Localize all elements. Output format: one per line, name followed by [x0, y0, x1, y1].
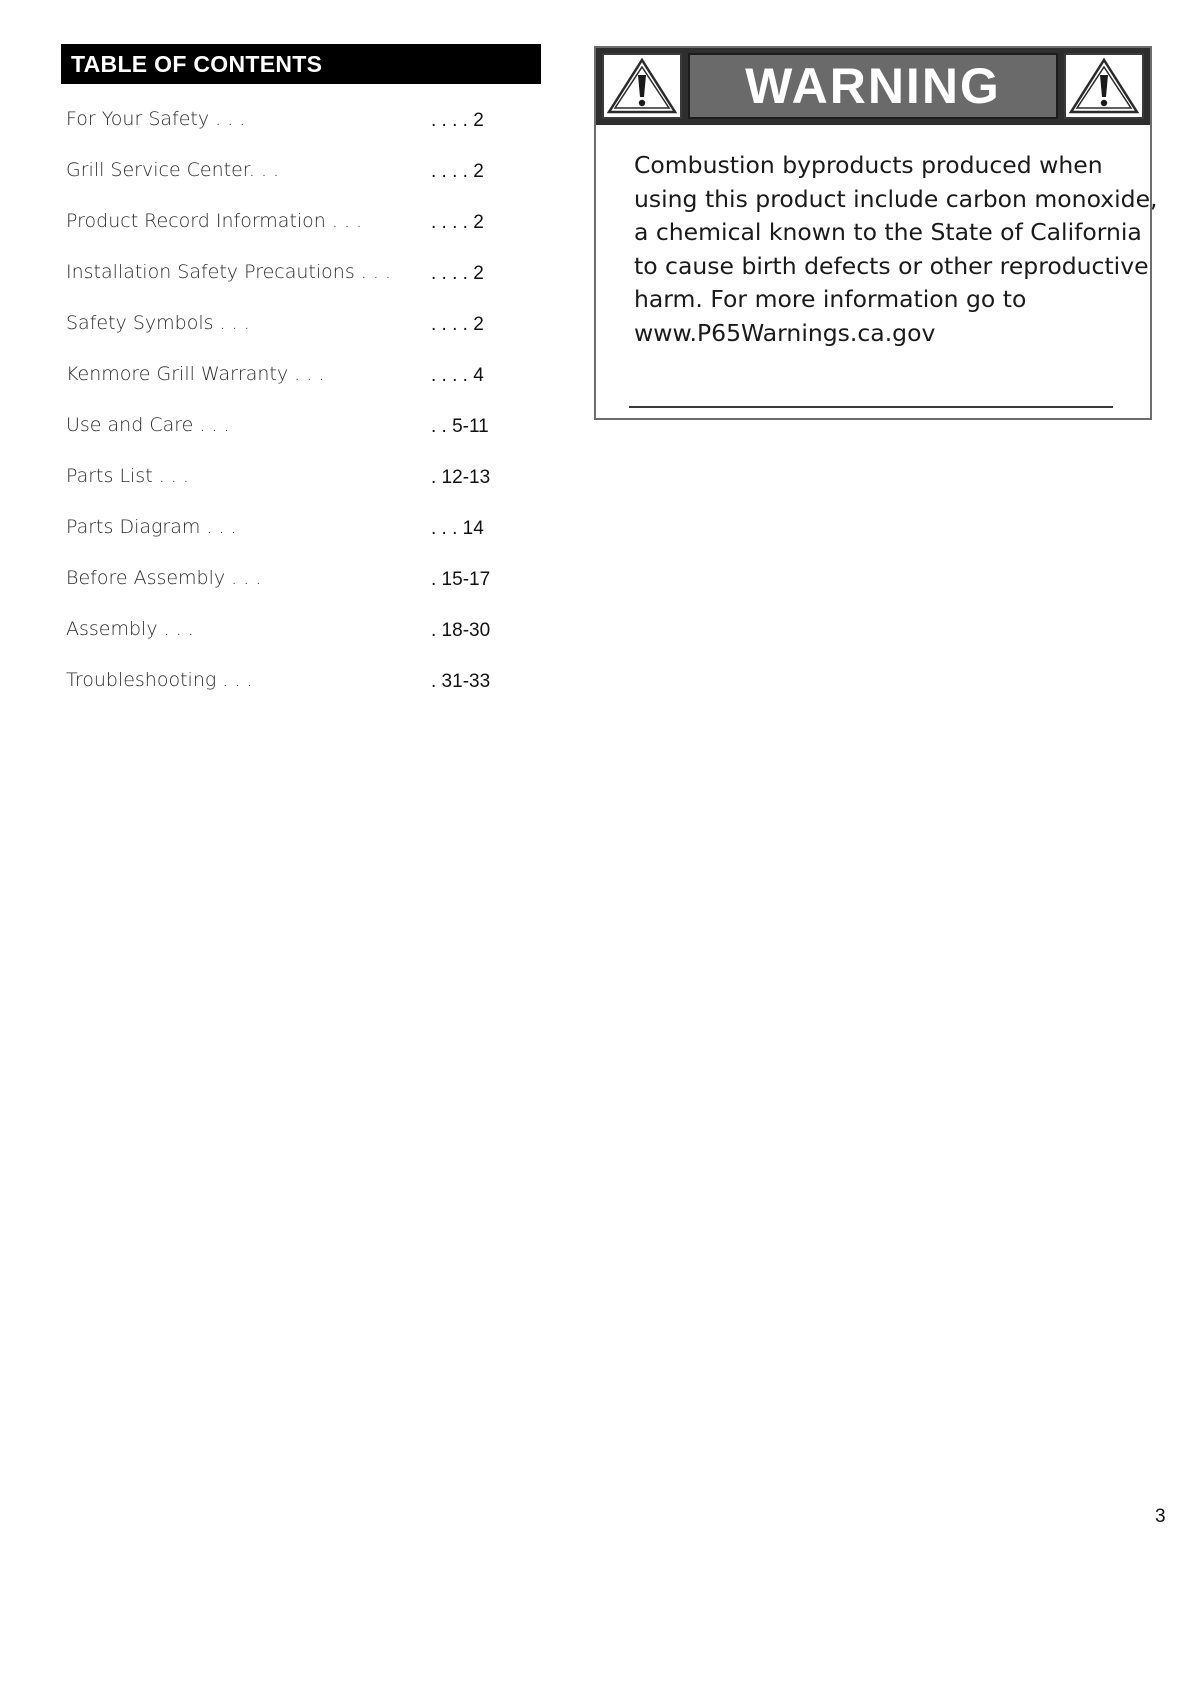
toc-entry-page: . . . . 4 — [431, 365, 484, 386]
toc-header-title: TABLE OF CONTENTS — [71, 50, 323, 77]
toc-entry — [66, 614, 506, 665]
toc-entry-page: . . . . 2 — [431, 110, 484, 131]
toc-entry — [66, 257, 506, 308]
warning-box — [594, 46, 1158, 420]
warning-triangle-icon — [1064, 53, 1144, 119]
toc-entry-page: . 18-30 — [431, 620, 491, 641]
toc-entry — [66, 512, 506, 563]
toc-entry-title: Parts Diagram . . . — [66, 516, 237, 538]
toc-entry — [66, 104, 506, 155]
toc-entry-title: Installation Safety Precautions . . . — [66, 261, 391, 283]
warning-text-line: Combustion byproducts produced when — [634, 151, 1103, 179]
toc-entry — [66, 461, 506, 512]
toc-entry — [66, 359, 506, 410]
warning-triangle-icon — [602, 53, 682, 119]
toc-entry — [66, 155, 506, 206]
toc-entry — [66, 665, 506, 716]
toc-entry-title: Product Record Information . . . — [66, 210, 363, 232]
toc-list — [66, 104, 506, 716]
toc-entry-page: . . . . 2 — [431, 263, 484, 284]
warning-text-line: using this product include carbon monoxide, — [634, 184, 1158, 213]
warning-divider — [629, 406, 1113, 408]
toc-header — [61, 44, 541, 84]
toc-entry-page: . . . 14 — [431, 518, 484, 539]
toc-entry-page: . . . . 2 — [431, 314, 484, 335]
toc-entry-title: Use and Care . . . — [66, 414, 230, 436]
toc-entry-page: . . . . 2 — [431, 212, 484, 233]
warning-text-line: www.P65Warnings.ca.gov — [634, 318, 936, 347]
warning-title-box — [688, 53, 1058, 119]
warning-text-line: a chemical known to the State of California — [634, 218, 1142, 246]
toc-entry — [66, 206, 506, 257]
warning-text-line: harm. For more information go to — [634, 285, 1027, 313]
toc-entry-page: . 12-13 — [431, 467, 491, 488]
warning-banner — [596, 48, 1150, 125]
warning-text — [634, 149, 1158, 350]
toc-entry-title: Grill Service Center. . . — [66, 159, 280, 181]
toc-entry-title: Assembly . . . — [66, 618, 194, 640]
toc-entry-title: Before Assembly . . . — [66, 567, 262, 589]
warning-title: WARNING — [745, 58, 1001, 114]
toc-entry-title: Safety Symbols . . . — [66, 312, 250, 334]
toc-entry-title: Parts List . . . — [66, 465, 189, 487]
page-number: 3 — [1155, 1506, 1166, 1527]
toc-entry-title: Troubleshooting . . . — [66, 669, 253, 691]
toc-entry — [66, 410, 506, 461]
warning-text-line: to cause birth defects or other reproductive — [634, 251, 1149, 280]
toc-entry — [66, 563, 506, 614]
toc-entry-page: . . 5-11 — [431, 416, 489, 437]
toc-entry — [66, 308, 506, 359]
toc-entry-page: . 31-33 — [431, 671, 491, 692]
toc-entry-title: Kenmore Grill Warranty . . . — [66, 363, 325, 385]
toc-entry-title: For Your Safety . . . — [66, 108, 246, 130]
toc-entry-page: . . . . 2 — [431, 161, 484, 182]
toc-entry-page: . 15-17 — [431, 569, 491, 590]
